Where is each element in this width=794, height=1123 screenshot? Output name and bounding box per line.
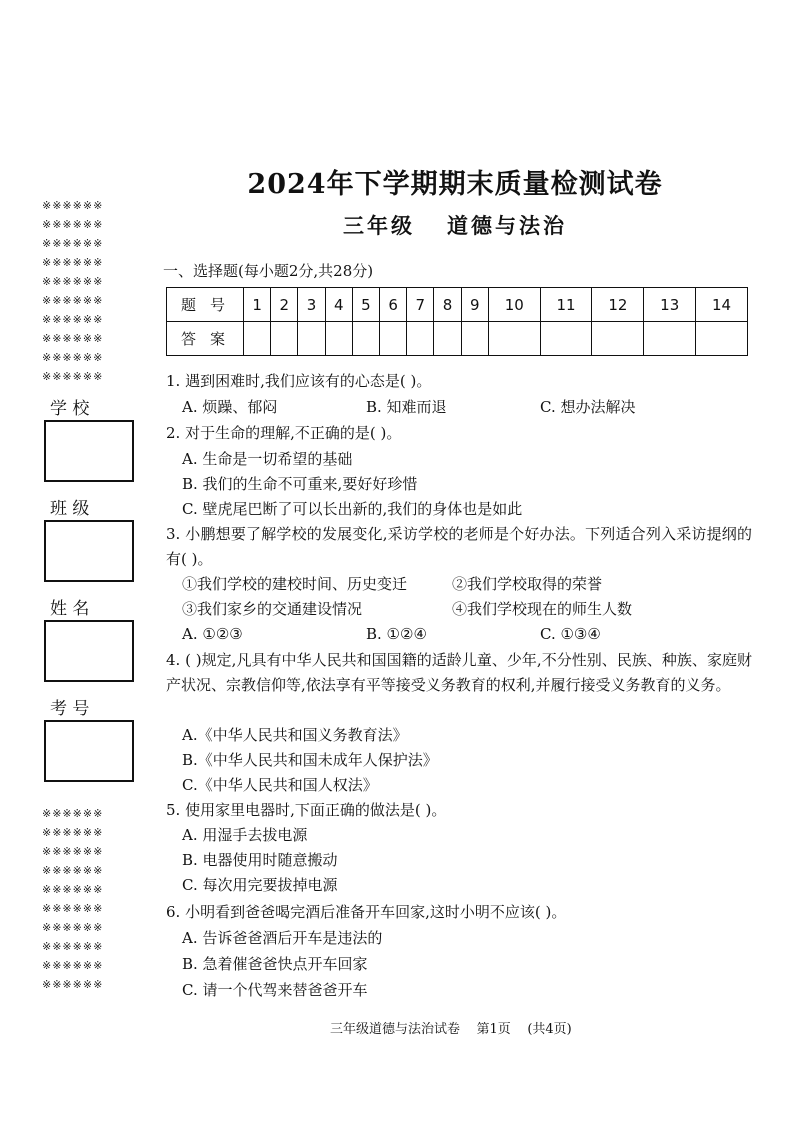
question-2-stem: 2. 对于生命的理解,不正确的是( )。 xyxy=(166,424,402,442)
question-number-cell: 4 xyxy=(325,288,352,322)
question-number-cell: 7 xyxy=(407,288,434,322)
question-number-header: 题号 xyxy=(167,288,244,322)
question-3-option-b: B. ①②④ xyxy=(366,625,427,643)
question-3-statement-2: ②我们学校取得的荣誉 xyxy=(452,575,603,593)
question-4-option-c: C.《中华人民共和国人权法》 xyxy=(182,776,378,794)
question-6-option-a: A. 告诉爸爸酒后开车是违法的 xyxy=(182,929,383,947)
question-5-option-b: B. 电器使用时随意搬动 xyxy=(182,851,338,869)
question-3-statement-3: ③我们家乡的交通建设情况 xyxy=(182,600,363,618)
exam-subtitle xyxy=(160,210,750,240)
answer-cell[interactable] xyxy=(540,322,592,356)
answer-cell[interactable] xyxy=(380,322,407,356)
table-row xyxy=(167,322,748,356)
question-6-stem: 6. 小明看到爸爸喝完酒后准备开车回家,这时小明不应该( )。 xyxy=(166,903,567,921)
star-row: ※※※※※※ xyxy=(42,237,104,250)
question-number-cell: 6 xyxy=(380,288,407,322)
question-number-cell: 3 xyxy=(298,288,325,322)
question-6-option-b: B. 急着催爸爸快点开车回家 xyxy=(182,955,368,973)
question-number-cell: 9 xyxy=(461,288,488,322)
school-label: 学 校 xyxy=(50,399,90,419)
school-field[interactable] xyxy=(44,420,134,482)
answer-cell[interactable] xyxy=(461,322,488,356)
star-row: ※※※※※※ xyxy=(42,370,104,383)
star-row: ※※※※※※ xyxy=(42,978,104,991)
section-title: 一、选择题(每小题2分,共28分) xyxy=(163,262,374,280)
answer-cell[interactable] xyxy=(434,322,461,356)
question-number-cell: 10 xyxy=(488,288,540,322)
star-row: ※※※※※※ xyxy=(42,351,104,364)
class-label: 班 级 xyxy=(50,499,90,519)
star-row: ※※※※※※ xyxy=(42,332,104,345)
question-2-option-c: C. 壁虎尾巴断了可以长出新的,我们的身体也是如此 xyxy=(182,500,523,518)
star-row: ※※※※※※ xyxy=(42,313,104,326)
question-1-option-c: C. 想办法解决 xyxy=(540,398,636,416)
name-label: 姓 名 xyxy=(50,599,90,619)
star-row: ※※※※※※ xyxy=(42,807,104,820)
question-3-statement-1: ①我们学校的建校时间、历史变迁 xyxy=(182,575,408,593)
question-3-option-a: A. ①②③ xyxy=(182,625,243,643)
star-row: ※※※※※※ xyxy=(42,959,104,972)
question-number-cell: 14 xyxy=(696,288,748,322)
star-row: ※※※※※※ xyxy=(42,864,104,877)
question-number-cell: 12 xyxy=(592,288,644,322)
name-field[interactable] xyxy=(44,620,134,682)
answer-table xyxy=(166,287,748,356)
question-5-option-c: C. 每次用完要拔掉电源 xyxy=(182,876,338,894)
answer-cell[interactable] xyxy=(352,322,379,356)
answer-cell[interactable] xyxy=(488,322,540,356)
question-3-stem: 3. 小鹏想要了解学校的发展变化,采访学校的老师是个好办法。下列适合列入采访提纲的有( )。 xyxy=(166,525,752,568)
question-4-option-b: B.《中华人民共和国未成年人保护法》 xyxy=(182,751,438,769)
subject-label: 道德与法治 xyxy=(447,213,567,238)
question-5-option-a: A. 用湿手去拔电源 xyxy=(182,826,308,844)
question-3-option-c: C. ①③④ xyxy=(540,625,601,643)
star-row: ※※※※※※ xyxy=(42,218,104,231)
question-number-cell: 11 xyxy=(540,288,592,322)
star-row: ※※※※※※ xyxy=(42,826,104,839)
star-row: ※※※※※※ xyxy=(42,883,104,896)
answer-cell[interactable] xyxy=(592,322,644,356)
answer-cell[interactable] xyxy=(271,322,298,356)
page-footer: 三年级道德与法治试卷 第1页 (共4页) xyxy=(330,1022,572,1037)
star-row: ※※※※※※ xyxy=(42,199,104,212)
question-1-option-b: B. 知难而退 xyxy=(366,398,447,416)
question-number-cell: 13 xyxy=(644,288,696,322)
question-3-statement-4: ④我们学校现在的师生人数 xyxy=(452,600,633,618)
star-row: ※※※※※※ xyxy=(42,845,104,858)
answer-cell[interactable] xyxy=(244,322,271,356)
star-row: ※※※※※※ xyxy=(42,921,104,934)
binding-stars-bottom xyxy=(42,804,137,994)
answer-cell[interactable] xyxy=(325,322,352,356)
answer-header: 答案 xyxy=(167,322,244,356)
star-row: ※※※※※※ xyxy=(42,294,104,307)
star-row: ※※※※※※ xyxy=(42,256,104,269)
class-field[interactable] xyxy=(44,520,134,582)
question-6-option-c: C. 请一个代驾来替爸爸开车 xyxy=(182,981,368,999)
question-2-option-a: A. 生命是一切希望的基础 xyxy=(182,450,353,468)
exam-title: 2024年下学期期末质量检测试卷 xyxy=(247,169,663,200)
id-field[interactable] xyxy=(44,720,134,782)
question-number-cell: 5 xyxy=(352,288,379,322)
star-row: ※※※※※※ xyxy=(42,275,104,288)
answer-cell[interactable] xyxy=(644,322,696,356)
binding-stars-top xyxy=(42,196,137,386)
answer-cell[interactable] xyxy=(696,322,748,356)
answer-cell[interactable] xyxy=(298,322,325,356)
star-row: ※※※※※※ xyxy=(42,940,104,953)
grade-label: 三年级 xyxy=(343,213,415,238)
answer-cell[interactable] xyxy=(407,322,434,356)
question-1-stem: 1. 遇到困难时,我们应该有的心态是( )。 xyxy=(166,372,432,390)
id-label: 考 号 xyxy=(50,699,90,719)
question-5-stem: 5. 使用家里电器时,下面正确的做法是( )。 xyxy=(166,801,447,819)
question-4-stem: 4. ( )规定,凡具有中华人民共和国国籍的适龄儿童、少年,不分性别、民族、种族、家庭财产状况、宗教信仰等,依法享有平等接受义务教育的权利,并履行接受义务教育的义务。 xyxy=(166,651,752,694)
question-number-cell: 2 xyxy=(271,288,298,322)
question-4-option-a: A.《中华人民共和国义务教育法》 xyxy=(182,726,408,744)
question-1-option-a: A. 烦躁、郁闷 xyxy=(182,398,278,416)
question-number-cell: 8 xyxy=(434,288,461,322)
question-number-cell: 1 xyxy=(244,288,271,322)
table-row xyxy=(167,288,748,322)
question-2-option-b: B. 我们的生命不可重来,要好好珍惜 xyxy=(182,475,418,493)
star-row: ※※※※※※ xyxy=(42,902,104,915)
